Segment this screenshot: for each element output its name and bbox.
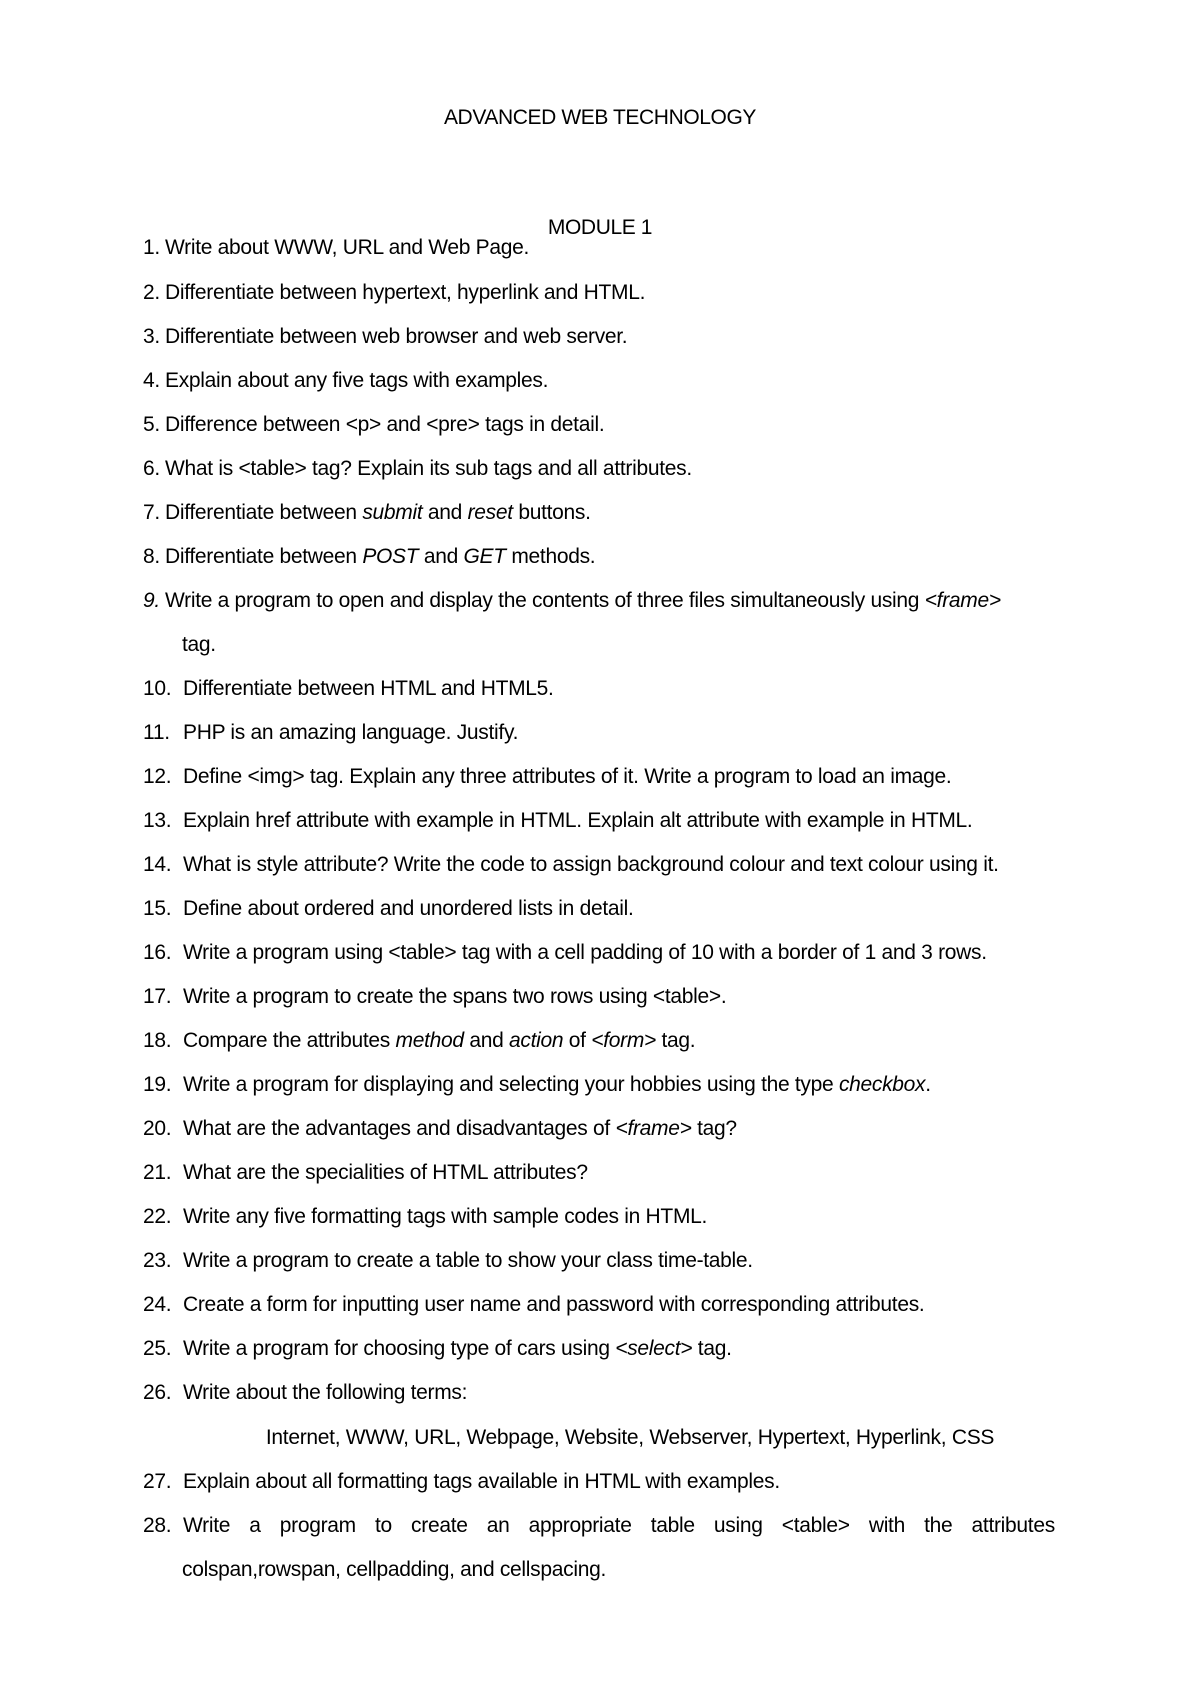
question-number: 1. [143, 236, 160, 259]
question-number: 18. [143, 1029, 172, 1052]
question-text: Explain href attribute with example in HTML. Explain alt attribute with example in HTML. [183, 809, 973, 832]
question-text: tag? [691, 1117, 737, 1140]
question-14 [143, 852, 999, 878]
question-number: 27. [143, 1470, 172, 1493]
question-text: Differentiate between HTML and HTML5. [183, 677, 554, 700]
question-text: Write a program for displaying and selecting your hobbies using the type [183, 1073, 839, 1096]
question-text: PHP is an amazing language. Justify. [183, 721, 519, 744]
question-15 [143, 896, 634, 922]
question-emphasis: reset [467, 501, 513, 524]
question-number: 20. [143, 1117, 172, 1140]
question-7 [143, 500, 591, 526]
question-emphasis: <frame> [615, 1117, 692, 1140]
question-word: program [279, 1514, 356, 1537]
question-number: 14. [143, 853, 172, 876]
question-11 [143, 720, 518, 746]
question-text: Compare the attributes [183, 1029, 396, 1052]
question-number: 12. [143, 765, 172, 788]
question-22 [143, 1204, 707, 1230]
question-text: and [422, 501, 468, 524]
question-text: Explain about all formatting tags available in HTML with examples. [183, 1470, 780, 1493]
question-text: Write about WWW, URL and Web Page. [165, 236, 530, 259]
question-emphasis: action [509, 1029, 564, 1052]
question-27 [143, 1469, 780, 1495]
question-text: tag. [692, 1337, 732, 1360]
question-number: 23. [143, 1249, 172, 1272]
question-emphasis: POST [362, 545, 419, 568]
question-word: to [375, 1514, 392, 1537]
question-text: Write a program using <table> tag with a cell padding of 10 with a border of 1 and 3 rows. [183, 941, 987, 964]
module-heading: MODULE 1 [547, 216, 653, 239]
question-18 [143, 1028, 695, 1054]
question-word: appropriate [528, 1514, 632, 1537]
question-emphasis: <frame> [924, 589, 1001, 612]
question-word: the [924, 1514, 953, 1537]
question-8 [143, 544, 595, 570]
question-number: 7. [143, 501, 160, 524]
question-text: buttons. [512, 501, 591, 524]
question-text: What is <table> tag? Explain its sub tags and all attributes. [165, 457, 692, 480]
question-25 [143, 1336, 732, 1362]
question-text: of [563, 1029, 592, 1052]
question-text: Define about ordered and unordered lists in detail. [183, 897, 634, 920]
question-number: 15. [143, 897, 172, 920]
question-text: Difference between <p> and <pre> tags in detail. [165, 413, 605, 436]
question-number: 6. [143, 457, 160, 480]
question-1 [143, 235, 529, 261]
question-number: 13. [143, 809, 172, 832]
question-21 [143, 1160, 588, 1186]
question-text: and [463, 1029, 510, 1052]
question-10 [143, 676, 554, 702]
question-number: 3. [143, 325, 160, 348]
question-5 [143, 412, 604, 438]
question-word: table [650, 1514, 695, 1537]
question-text: tag. [655, 1029, 696, 1052]
question-12 [143, 764, 951, 790]
question-text: methods. [505, 545, 596, 568]
question-17 [143, 984, 726, 1010]
question-text: What are the advantages and disadvantages of [183, 1117, 616, 1140]
question-number: 11. [143, 721, 170, 744]
question-word: Write [183, 1514, 231, 1537]
question-text: Differentiate between [165, 545, 363, 568]
question-word: <table> [781, 1514, 850, 1537]
question-number: 21. [143, 1161, 172, 1184]
question-text: Differentiate between web browser and web server. [165, 325, 628, 348]
question-emphasis: <form> [591, 1029, 656, 1052]
question-number: 4. [143, 369, 160, 392]
question-number: 8. [143, 545, 160, 568]
question-4 [143, 368, 548, 394]
terms-list: Internet, WWW, URL, Webpage, Website, Webserver, Hypertext, Hyperlink, CSS [265, 1426, 995, 1449]
question-16 [143, 940, 987, 966]
question-13 [143, 808, 972, 834]
question-word: a [249, 1514, 261, 1537]
question-text: Create a form for inputting user name and password with corresponding attributes. [183, 1293, 925, 1316]
question-emphasis: submit [362, 501, 423, 524]
question-3 [143, 324, 627, 350]
question-9 [143, 588, 1001, 614]
question-emphasis: GET [463, 545, 506, 568]
question-number: 22. [143, 1205, 172, 1228]
question-emphasis: checkbox [838, 1073, 926, 1096]
question-word: using [713, 1514, 763, 1537]
question-text: What are the specialities of HTML attributes? [183, 1161, 588, 1184]
question-text: Define <img> tag. Explain any three attributes of it. Write a program to load an image. [183, 765, 952, 788]
question-text: Differentiate between hypertext, hyperlink and HTML. [165, 281, 646, 304]
question-20 [143, 1116, 737, 1142]
question-text: Write about the following terms: [183, 1381, 468, 1404]
question-9-continuation: tag. [182, 633, 216, 656]
question-emphasis: method [395, 1029, 464, 1052]
question-word: create [411, 1514, 468, 1537]
question-text: . [925, 1073, 931, 1096]
question-emphasis: <select> [615, 1337, 693, 1360]
question-number: 24. [143, 1293, 172, 1316]
question-word: an [486, 1514, 510, 1537]
question-26 [143, 1380, 467, 1406]
question-text: Write any five formatting tags with sample codes in HTML. [183, 1205, 708, 1228]
question-number: 26. [143, 1381, 172, 1404]
question-number: 2. [143, 281, 160, 304]
question-text [183, 1513, 1055, 1539]
question-text: Write a program to open and display the contents of three files simultaneously using [165, 589, 925, 612]
question-number: 5. [143, 413, 160, 436]
question-text: Write a program for choosing type of cars using [183, 1337, 616, 1360]
question-number: 25. [143, 1337, 172, 1360]
question-2 [143, 280, 645, 306]
question-number: 28. [143, 1514, 172, 1537]
question-word: attributes [971, 1514, 1055, 1537]
question-text: Explain about any five tags with examples. [165, 369, 549, 392]
question-text: Write a program to create a table to show your class time-table. [183, 1249, 753, 1272]
question-28-continuation: colspan,rowspan, cellpadding, and cellspacing. [182, 1558, 606, 1581]
question-word: with [868, 1514, 905, 1537]
question-24 [143, 1292, 924, 1318]
question-6 [143, 456, 692, 482]
question-text: Differentiate between [165, 501, 363, 524]
document-title: ADVANCED WEB TECHNOLOGY [443, 106, 757, 129]
question-number: 10. [143, 677, 172, 700]
question-number: 16. [143, 941, 172, 964]
question-number: 9. [143, 589, 160, 612]
question-19 [143, 1072, 931, 1098]
question-text: and [418, 545, 464, 568]
question-number: 17. [143, 985, 172, 1008]
question-text: What is style attribute? Write the code to assign background colour and text colour using it. [183, 853, 999, 876]
question-text: Write a program to create the spans two rows using <table>. [183, 985, 727, 1008]
question-28 [143, 1513, 1055, 1539]
question-number: 19. [143, 1073, 172, 1096]
question-23 [143, 1248, 753, 1274]
